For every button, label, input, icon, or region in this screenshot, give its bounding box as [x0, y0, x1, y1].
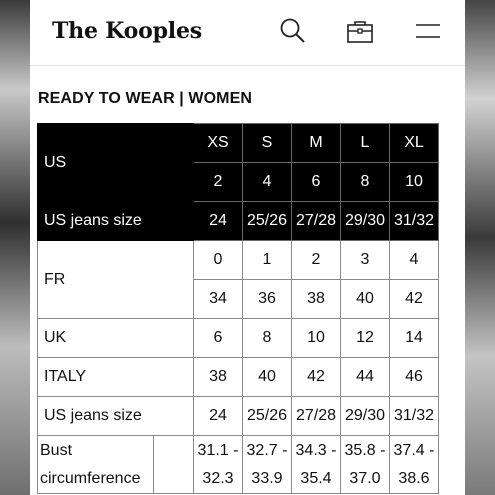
brand-logo[interactable]: The Kooples — [52, 18, 202, 44]
table-row-fr-1 — [38, 241, 439, 280]
bust-value-top: 32.7 - — [246, 441, 288, 459]
us-number-cell: 2 — [194, 163, 243, 202]
us-jeans-cell: 27/28 — [292, 397, 341, 436]
bust-value-bottom: 33.9 — [251, 469, 283, 487]
us-jeans-label-2: US jeans size — [38, 397, 194, 436]
italy-cell: 42 — [292, 358, 341, 397]
italy-cell: 46 — [390, 358, 439, 397]
uk-cell: 10 — [292, 319, 341, 358]
table-row-us-jeans-2 — [38, 397, 439, 436]
bust-value-top: 37.4 - — [393, 441, 435, 459]
italy-label: ITALY — [38, 358, 194, 397]
us-jeans-cell: 25/26 — [243, 202, 292, 241]
fr-cell: 3 — [341, 241, 390, 280]
fr-cell: 1 — [243, 241, 292, 280]
us-label: US — [38, 124, 194, 202]
table-row-us-jeans — [38, 202, 439, 241]
bust-label-line-2: circumference — [40, 469, 141, 487]
us-number-cell: 8 — [341, 163, 390, 202]
shopping-bag-icon[interactable] — [345, 16, 375, 46]
us-jeans-cell: 29/30 — [341, 202, 390, 241]
us-jeans-label: US jeans size — [38, 202, 194, 241]
bust-value-top: 34.3 - — [295, 441, 337, 459]
size-cell: XL — [390, 124, 439, 163]
us-jeans-cell: 24 — [194, 202, 243, 241]
bust-value-bottom: 35.4 — [300, 469, 332, 487]
uk-cell: 14 — [390, 319, 439, 358]
page — [30, 0, 465, 495]
section-title: READY TO WEAR | WOMEN — [38, 90, 252, 107]
size-cell: XS — [194, 124, 243, 163]
bust-value-bottom: 38.6 — [398, 469, 430, 487]
table-row-sizes — [38, 124, 439, 163]
table-row-bust — [38, 436, 439, 494]
fr-cell: 2 — [292, 241, 341, 280]
fr-cell: 4 — [390, 241, 439, 280]
uk-cell: 12 — [341, 319, 390, 358]
uk-cell: 6 — [194, 319, 243, 358]
fr-cell: 34 — [194, 280, 243, 319]
us-jeans-cell: 24 — [194, 397, 243, 436]
bust-unit-cell — [154, 436, 194, 494]
menu-icon[interactable] — [413, 16, 443, 46]
table-row-uk — [38, 319, 439, 358]
fr-cell: 40 — [341, 280, 390, 319]
us-number-cell: 4 — [243, 163, 292, 202]
fr-label: FR — [38, 241, 194, 319]
bust-label-line-1: Bust — [40, 441, 73, 459]
background-left-edge — [0, 0, 30, 495]
fr-cell: 36 — [243, 280, 292, 319]
bust-cell — [194, 436, 243, 494]
bust-value-bottom: 32.3 — [202, 469, 234, 487]
uk-cell: 8 — [243, 319, 292, 358]
us-number-cell: 6 — [292, 163, 341, 202]
us-jeans-cell: 27/28 — [292, 202, 341, 241]
fr-cell: 42 — [390, 280, 439, 319]
bust-value-bottom: 37.0 — [349, 469, 381, 487]
uk-label: UK — [38, 319, 194, 358]
italy-cell: 38 — [194, 358, 243, 397]
bust-value-top: 35.8 - — [344, 441, 386, 459]
size-chart-table — [37, 123, 439, 494]
bust-cell — [243, 436, 292, 494]
italy-cell: 44 — [341, 358, 390, 397]
us-jeans-cell: 25/26 — [243, 397, 292, 436]
bust-cell — [292, 436, 341, 494]
bust-value-top: 31.1 - — [197, 441, 239, 459]
size-cell: S — [243, 124, 292, 163]
table-row-italy — [38, 358, 439, 397]
search-icon[interactable] — [278, 16, 308, 46]
bust-label — [38, 436, 154, 494]
background-right-edge — [465, 0, 495, 495]
size-cell: L — [341, 124, 390, 163]
fr-cell: 38 — [292, 280, 341, 319]
fr-cell: 0 — [194, 241, 243, 280]
us-jeans-cell: 31/32 — [390, 202, 439, 241]
size-cell: M — [292, 124, 341, 163]
site-header — [30, 0, 465, 66]
us-jeans-cell: 29/30 — [341, 397, 390, 436]
bust-cell — [341, 436, 390, 494]
italy-cell: 40 — [243, 358, 292, 397]
us-jeans-cell: 31/32 — [390, 397, 439, 436]
us-number-cell: 10 — [390, 163, 439, 202]
bust-cell — [390, 436, 439, 494]
